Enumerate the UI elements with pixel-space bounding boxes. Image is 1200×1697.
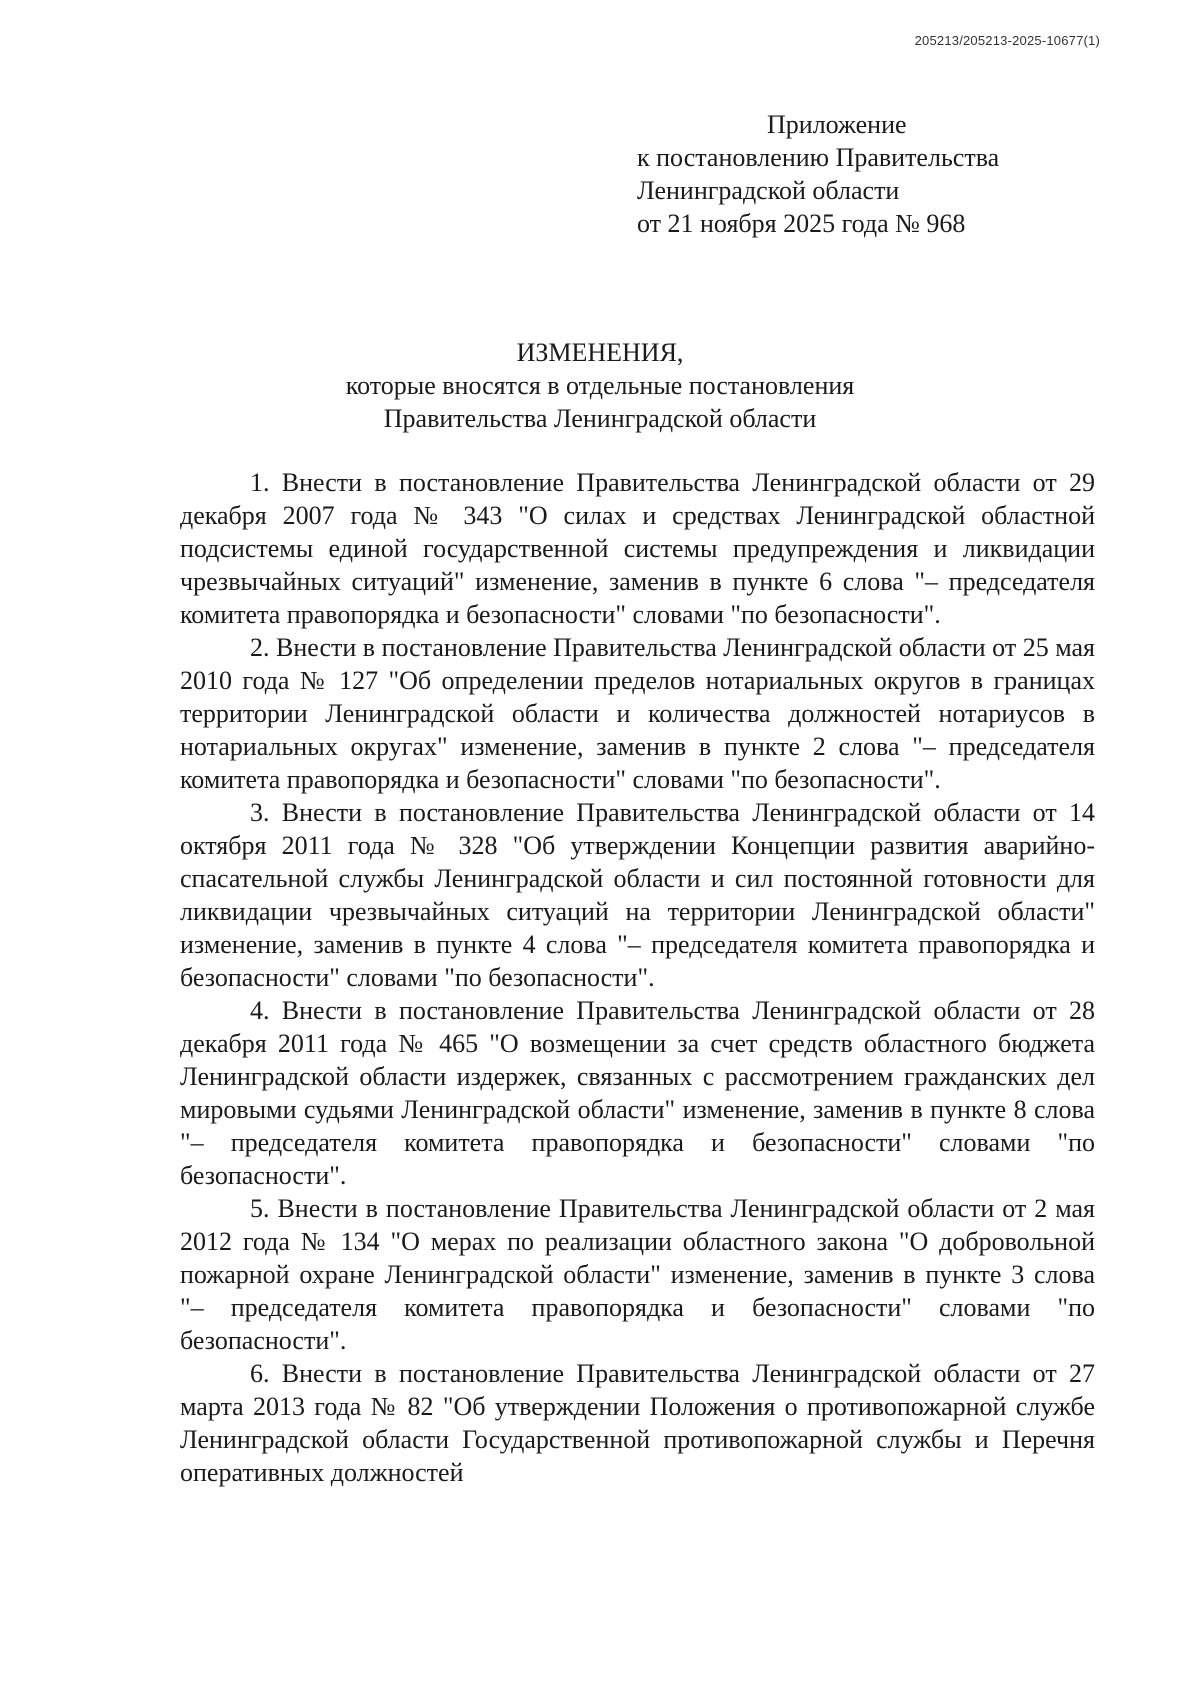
paragraph-4: 4. Внести в постановление Правительства Ленинградской области от 28 декабря 2011 года № 465 "О возмещении за счет средств областного бюджета Ленинградской области издержек, связанных с рассмотрением гражданских дел мировыми судьями Ленинградской области" изменение, заменив в пункте 8 слова "– председателя комитета правопорядка и безопасности" словами "по безопасности".: [180, 996, 1095, 1190]
paragraph-2: 2. Внести в постановление Правительства Ленинградской области от 25 мая 2010 года № 127 "Об определении пределов нотариальных округов в границах территории Ленинградской области и количества должностей нотариусов в нотариальных округах" изменение, заменив в пункте 2 слова "– председателя комитета правопорядка и безопасности" словами "по безопасности".: [180, 633, 1095, 794]
title-subtitle-line: которые вносятся в отдельные постановления: [345, 371, 855, 400]
appendix-block: [637, 108, 999, 240]
document-body: [180, 466, 1095, 1489]
appendix-line: Ленинградской области: [637, 176, 900, 205]
document-id: 205213/205213-2025-10677(1): [914, 33, 1100, 48]
appendix-line: Приложение: [767, 110, 907, 139]
title-heading: ИЗМЕНЕНИЯ,: [516, 338, 684, 367]
paragraph-1: 1. Внести в постановление Правительства Ленинградской области от 29 декабря 2007 года № 343 "О силах и средствах Ленинградской областной подсистемы единой государственной системы предупреждения и ликвидации чрезвычайных ситуаций" изменение, заменив в пункте 6 слова "– председателя комитета правопорядка и безопасности" словами "по безопасности".: [180, 468, 1095, 629]
document-title: [0, 336, 1200, 435]
appendix-line: от 21 ноября 2025 года № 968: [637, 209, 966, 238]
paragraph-5: 5. Внести в постановление Правительства Ленинградской области от 2 мая 2012 года № 134 "О мерах по реализации областного закона "О добровольной пожарной охране Ленинградской области" изменение, заменив в пункте 3 слова "– председателя комитета правопорядка и безопасности" словами "по безопасности".: [180, 1194, 1095, 1355]
paragraph-3: 3. Внести в постановление Правительства Ленинградской области от 14 октября 2011 года № 328 "Об утверждении Концепции развития аварийно-спасательной службы Ленинградской области и сил постоянной готовности для ликвидации чрезвычайных ситуаций на территории Ленинградской области" изменение, заменив в пункте 4 слова "– председателя комитета правопорядка и безопасности" словами "по безопасности".: [180, 798, 1095, 992]
appendix-line: к постановлению Правительства: [637, 143, 1000, 172]
title-subtitle-line: Правительства Ленинградской области: [383, 404, 817, 433]
paragraph-6: 6. Внести в постановление Правительства Ленинградской области от 27 марта 2013 года № 82 "Об утверждении Положения о противопожарной службе Ленинградской области Государственной противопожарной службы и Перечня оперативных должностей: [180, 1359, 1095, 1487]
